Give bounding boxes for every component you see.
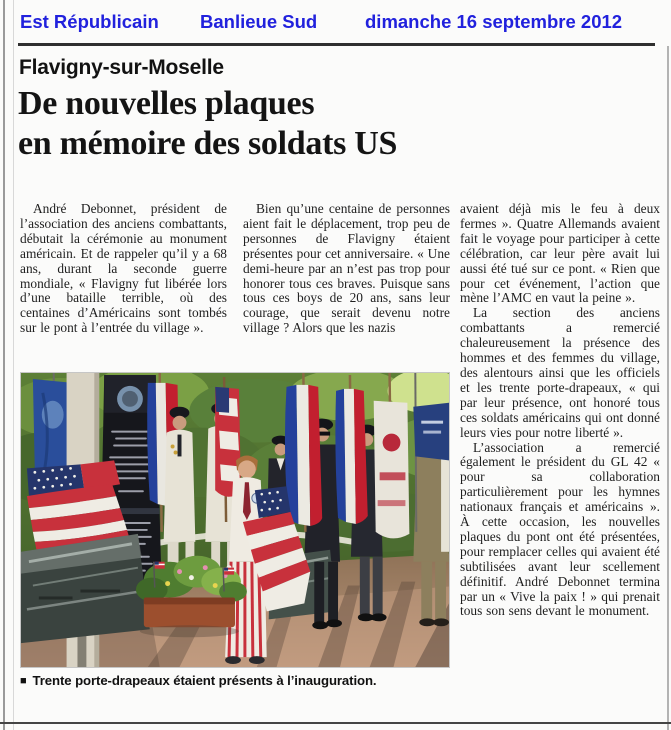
french-flag-right [335, 375, 367, 524]
plaque-under-plastic-left [21, 534, 150, 643]
scan-edge-right [667, 46, 669, 730]
headline-line-2: en mémoire des soldats US [18, 125, 398, 162]
caption-text: Trente porte-drapeaux étaient présents à l’inauguration. [32, 673, 377, 688]
paragraph: L’association a remercié également le président du GL 42 « pour sa collaboration particulièrement pour les hymnes nationaux français et américains ». À cette occasion, les nouvelles plaques du pont ont été présentées, pour remplacer celles qui avaient été subtilisées avant leur scellement définitif. André Debonnet termina par un « Vive la paix ! » qui prenait tous son sens devant le monument. [460, 439, 660, 619]
column-3 [460, 202, 660, 688]
paragraph: Bien qu’une centaine de personnes aient fait le déplacement, trop peu de personnes de Flavigny étaient présentes pour cet anniversaire. « Une demi-heure par an n’est pas trop pour honorer tous ces braves. Puisque sans tous ces boys de 20 ans, sans leur courage, que serait devenu notre village ? Alors que les nazis [243, 202, 450, 336]
headline-line-1: De nouvelles plaques [18, 85, 315, 122]
article-body [20, 202, 660, 688]
scan-edge-bottom [0, 722, 671, 724]
paragraph: avaient déjà mis le feu à deux fermes ». Quatre Allemands avaient fait le voyage pour participer à cette célébration, car leur père avait lui aussi été tué sur ce pont. « Rien que pour cet événement, l’action que mène l’AMC en vaut la peine ». [460, 201, 660, 306]
ceremony-photo [20, 372, 450, 668]
article-kicker: Flavigny-sur-Moselle [19, 56, 224, 79]
publication-name: Est Républicain [20, 11, 159, 32]
edition-name: Banlieue Sud [200, 11, 318, 32]
body-columns-left [20, 202, 450, 369]
scan-edge-left-outer [3, 0, 5, 730]
issue-date: dimanche 16 septembre 2012 [365, 11, 623, 32]
masthead-rule [18, 43, 655, 46]
column-1 [20, 202, 227, 369]
ceremony-photo-illustration [21, 373, 449, 667]
photo-caption [20, 673, 450, 688]
french-flag-center [285, 373, 322, 532]
column-2 [243, 202, 450, 369]
scan-edge-left-inner [13, 0, 14, 730]
caption-bullet-icon: ■ [20, 675, 27, 687]
paragraph: La section des anciens combattants a remercié chaleureusement la présence des hommes et des femmes du village, des alentours ainsi que les officiels et les trente porte-drapeaux, « qui par leur présence, ont honoré tous ces soldats américains qui ont donné leurs vies pour notre liberté ». [460, 305, 660, 440]
masthead [20, 11, 660, 37]
bearers-legs [312, 557, 449, 630]
paragraph: André Debonnet, président de l’association des anciens combattants, débutait la cérémonie au monument américain. Et de rappeler qu’il y a 68 ans, durant la seconde guerre mondiale, « Flavigny fut libérée lors d’une bataille terrible, où des centaines d’Américains sont tombés sur le pont à l’entrée du village ». [20, 202, 227, 336]
article-headline [18, 84, 638, 164]
